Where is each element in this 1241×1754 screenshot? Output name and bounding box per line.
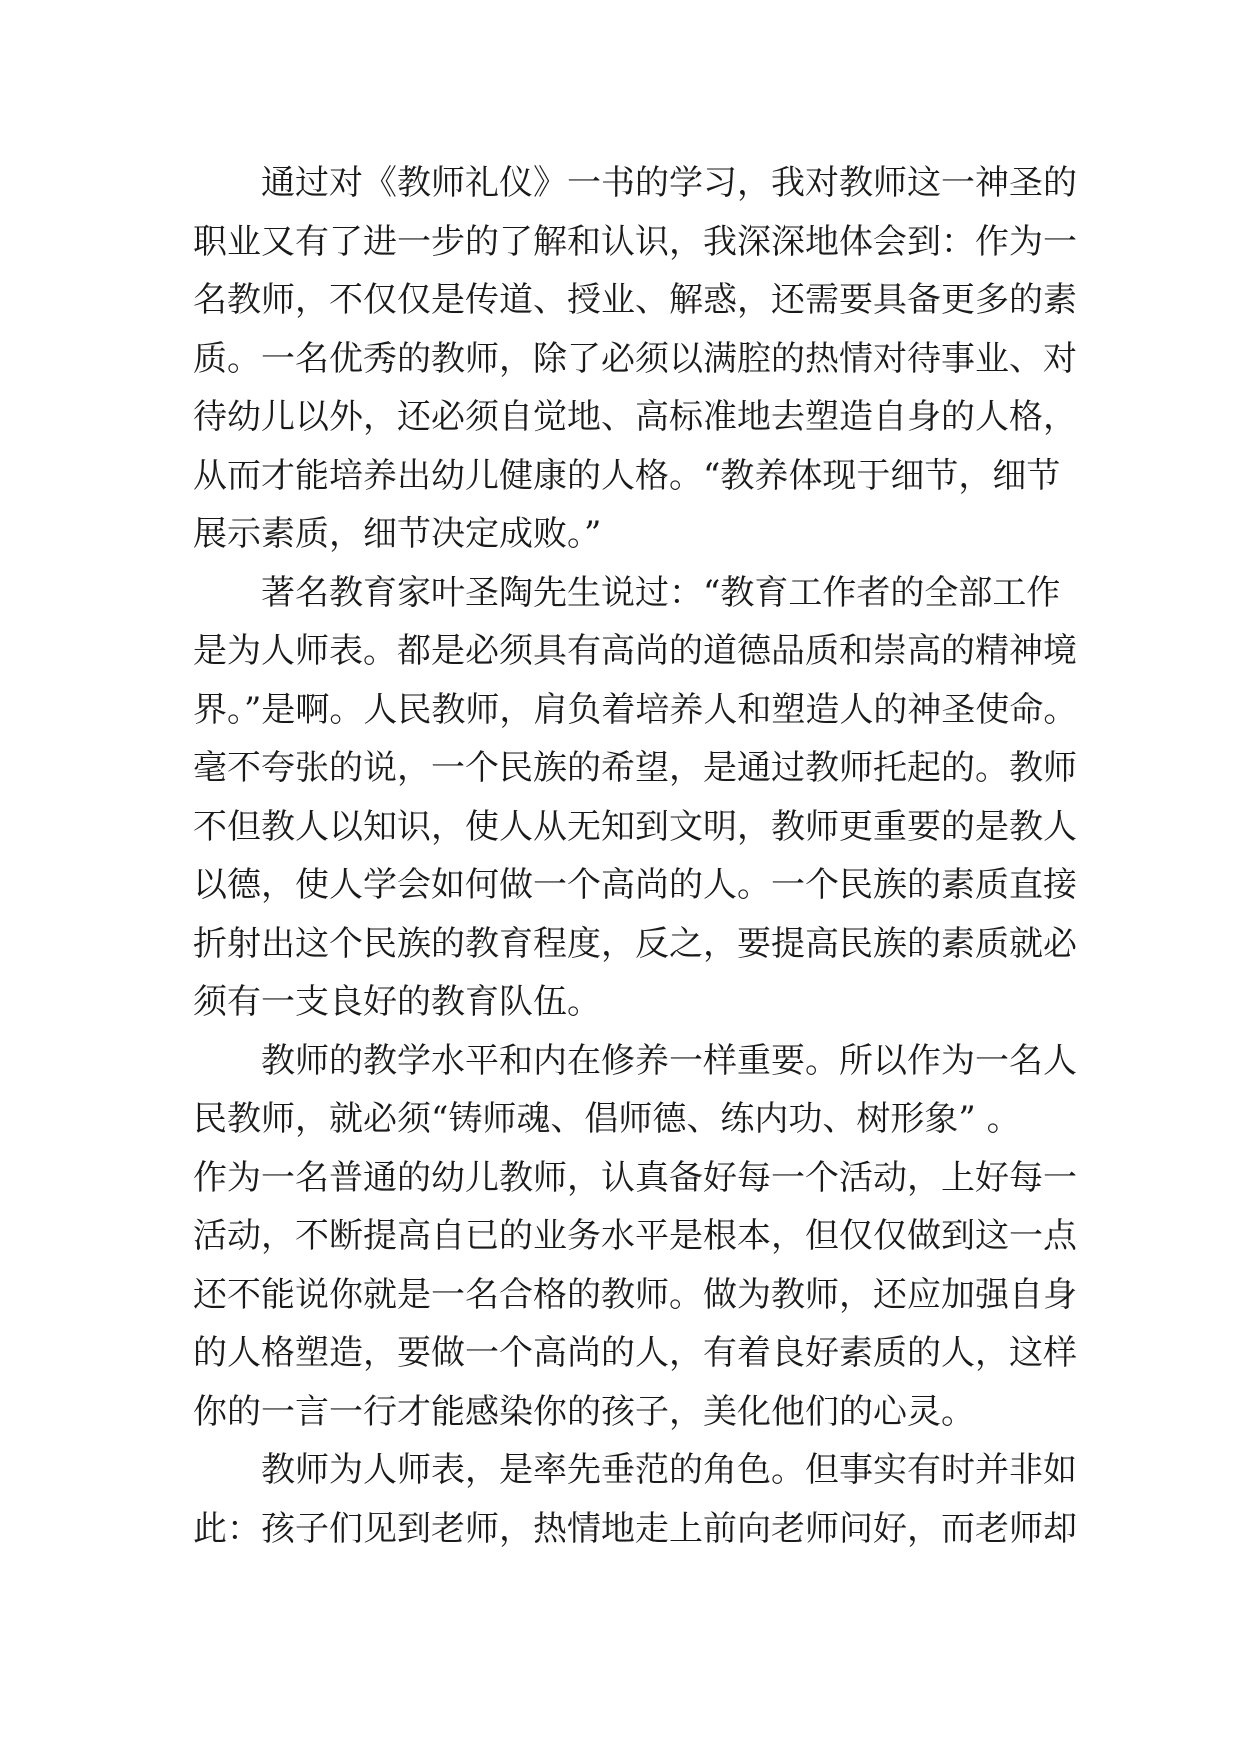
text-line: 须有一支良好的教育队伍。 (193, 982, 601, 1022)
text-line: 职业又有了进一步的了解和认识，我深深地体会到：作为一 (193, 221, 1077, 262)
paragraph-2 (193, 564, 1078, 1032)
text-line: 民教师，就必须“铸师魂、倡师德、练内功、树形象” 。 (193, 1099, 1021, 1139)
text-line: 待幼儿以外，还必须自觉地、高标准地去塑造自身的人格， (193, 397, 1077, 437)
text-line: 质。一名优秀的教师，除了必须以满腔的热情对待事业、对 (193, 338, 1077, 379)
text-line: 折射出这个民族的教育程度，反之，要提高民族的素质就必 (193, 923, 1077, 964)
document-body (193, 154, 1078, 1558)
text-line: 是为人师表。都是必须具有高尚的道德品质和崇高的精神境 (193, 631, 1077, 671)
text-line: 此：孩子们见到老师，热情地走上前向老师问好，而老师却 (193, 1508, 1077, 1549)
paragraph-3 (193, 1032, 1077, 1442)
text-line: 教师为人师表，是率先垂范的角色。但事实有时并非如 (261, 1450, 1077, 1490)
text-line: 教师的教学水平和内在修养一样重要。所以作为一名人 (261, 1040, 1077, 1081)
text-line: 你的一言一行才能感染你的孩子，美化他们的心灵。 (193, 1391, 975, 1432)
text-line: 还不能说你就是一名合格的教师。做为教师，还应加强自身 (193, 1274, 1077, 1315)
text-line: 展示素质，细节决定成败。” (193, 514, 602, 554)
text-line: 以德，使人学会如何做一个高尚的人。一个民族的素质直接 (193, 865, 1077, 905)
text-line: 名教师，不仅仅是传道、授业、解惑，还需要具备更多的素 (193, 280, 1077, 320)
text-line: 从而才能培养出幼儿健康的人格。“教养体现于细节，细节 (193, 455, 1061, 496)
text-line: 作为一名普通的幼儿教师，认真备好每一个活动，上好每一 (193, 1157, 1077, 1198)
text-line: 的人格塑造，要做一个高尚的人，有着良好素质的人，这样 (193, 1333, 1077, 1373)
text-line: 通过对《教师礼仪》一书的学习，我对教师这一神圣的 (261, 163, 1077, 203)
paragraph-1 (193, 154, 1077, 564)
text-line: 界。”是啊。人民教师，肩负着培养人和塑造人的神圣使命。 (193, 689, 1078, 730)
text-line: 活动，不断提高自已的业务水平是根本，但仅仅做到这一点 (193, 1216, 1077, 1256)
text-line: 著名教育家叶圣陶先生说过：“教育工作者的全部工作 (261, 572, 1061, 613)
paragraph-4 (193, 1441, 1077, 1558)
text-line: 毫不夸张的说，一个民族的希望，是通过教师托起的。教师 (193, 748, 1077, 788)
text-line: 不但教人以知识，使人从无知到文明，教师更重要的是教人 (193, 806, 1077, 847)
